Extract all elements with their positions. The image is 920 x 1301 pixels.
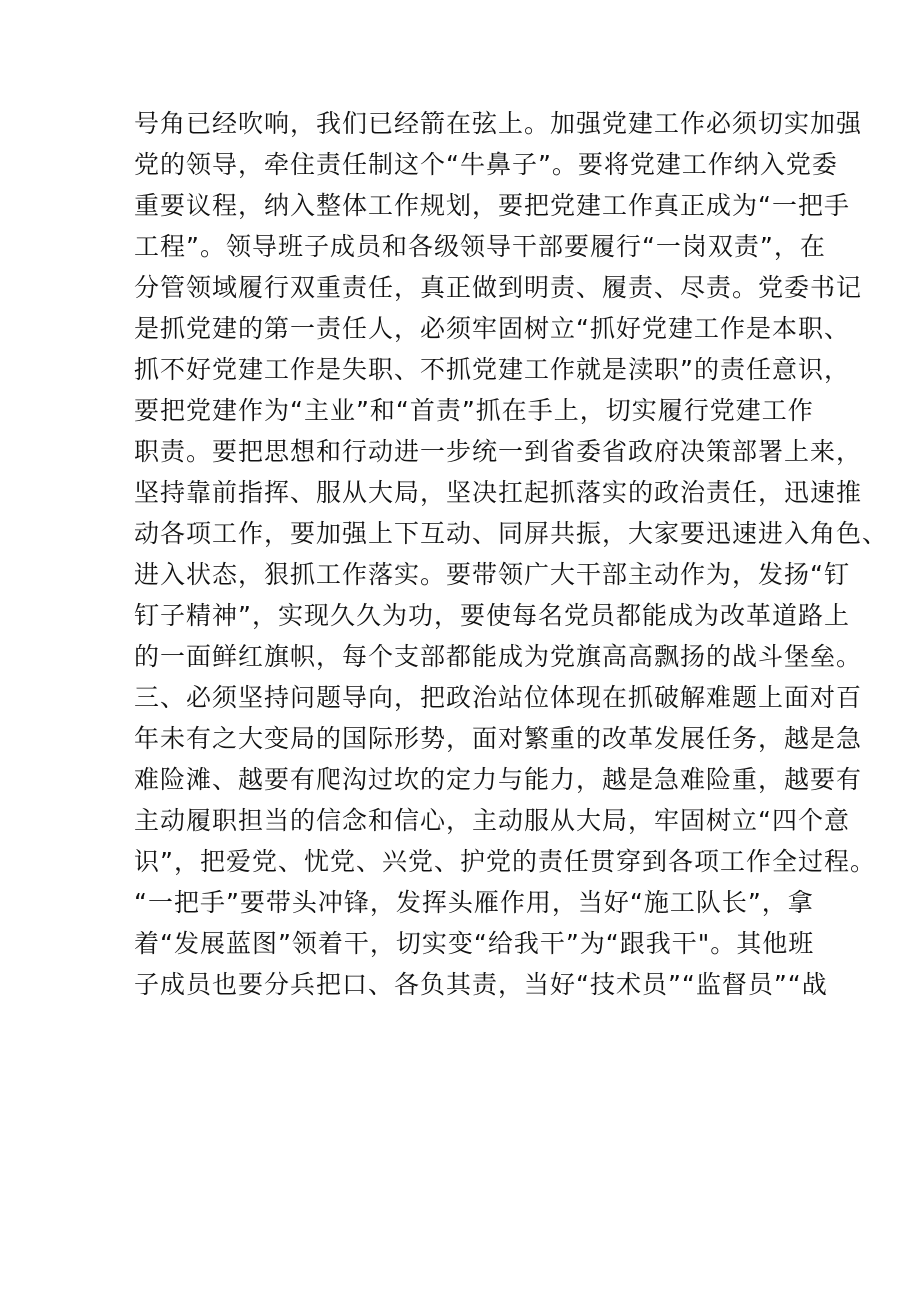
section-heading-line: 三、必须坚持问题导向，把政治站位体现在抓破解难题上面对百 — [134, 683, 863, 712]
text-line: 难险滩、越要有爬沟过坎的定力与能力，越是急难险重，越要有 — [134, 765, 863, 794]
text-line: 是抓党建的第一责任人，必须牢固树立“抓好党建工作是本职、 — [134, 314, 850, 343]
text-line: 抓不好党建工作是失职、不抓党建工作就是渎职”的责任意识， — [134, 355, 850, 384]
text-line: 重要议程，纳入整体工作规划，要把党建工作真正成为“一把手 — [134, 191, 850, 220]
text-line: 工程”。领导班子成员和各级领导干部要履行“一岗双责”，在 — [134, 232, 826, 261]
text-line: 识”，把爱党、忧党、兴党、护党的责任贯穿到各项工作全过程。 — [134, 847, 876, 876]
text-line: 职责。要把思想和行动进一步统一到省委省政府决策部署上来， — [134, 437, 863, 466]
text-line: 分管领域履行双重责任，真正做到明责、履责、尽责。党委书记 — [134, 273, 863, 302]
text-line: 动各项工作，要加强上下互动、同屏共振，大家要迅速进入角色、 — [134, 519, 889, 548]
text-line: 主动履职担当的信念和信心，主动服从大局，牢固树立“四个意 — [134, 806, 850, 835]
text-line: 坚持靠前指挥、服从大局，坚决扛起抓落实的政治责任，迅速推 — [134, 478, 863, 507]
text-line: 钉子精神”，实现久久为功，要使每名党员都能成为改革道路上 — [134, 601, 850, 630]
body-text — [134, 103, 889, 1005]
text-line: 进入状态，狠抓工作落实。要带领广大干部主动作为，发扬“钉 — [134, 560, 850, 589]
text-line: 党的领导，牵住责任制这个“牛鼻子”。要将党建工作纳入党委 — [134, 150, 838, 179]
text-line: 的一面鲜红旗帜，每个支部都能成为党旗高高飘扬的战斗堡垒。 — [134, 642, 863, 671]
text-line: 号角已经吹响，我们已经箭在弦上。加强党建工作必须切实加强 — [134, 109, 863, 138]
text-line: 要把党建作为“主业”和“首责”抓在手上，切实履行党建工作 — [134, 396, 814, 425]
text-line: 子成员也要分兵把口、各负其责，当好“技术员”“监督员”“战 — [134, 970, 828, 999]
text-line: “一把手”要带头冲锋，发挥头雁作用，当好“施工队长”，拿 — [134, 888, 814, 917]
text-line: 着“发展蓝图”领着干，切实变“给我干”为“跟我干"。其他班 — [134, 929, 815, 958]
text-line: 年未有之大变局的国际形势，面对繁重的改革发展任务，越是急 — [134, 724, 863, 753]
